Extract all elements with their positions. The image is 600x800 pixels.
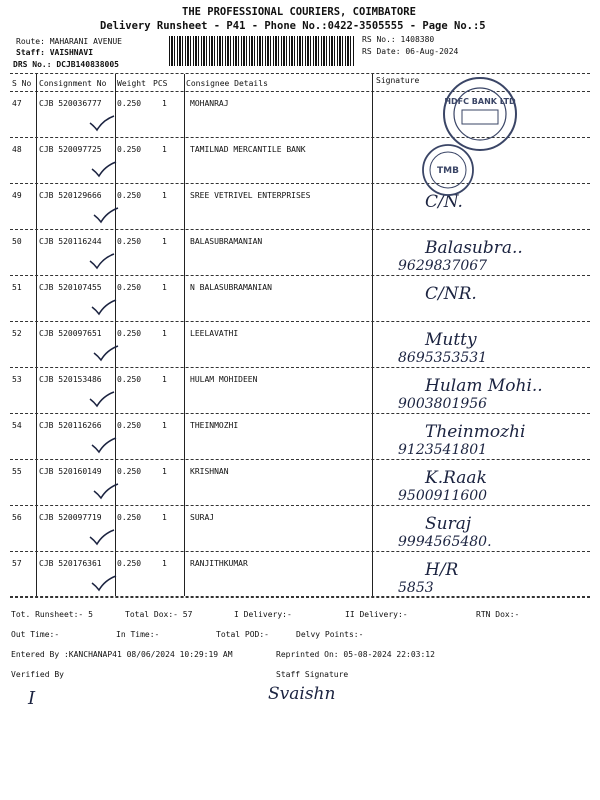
table-row — [10, 506, 590, 552]
row-pcs: 1 — [162, 467, 167, 476]
col-pcs: PCS — [153, 79, 168, 88]
row-consignment: CJB 520153486 — [39, 375, 102, 384]
table-row — [10, 460, 590, 506]
total-dox: Total Dox:- 57 — [125, 610, 193, 619]
row-pcs: 1 — [162, 559, 167, 568]
signature-phone: 9994565480. — [398, 534, 492, 550]
row-consignee: N BALASUBRAMANIAN — [190, 283, 272, 292]
row-consignment: CJB 520160149 — [39, 467, 102, 476]
row-consignment: CJB 520036777 — [39, 99, 102, 108]
row-consignment: CJB 520129666 — [39, 191, 102, 200]
row-weight: 0.250 — [117, 191, 142, 200]
staff-signature-label: Staff Signature — [276, 670, 349, 679]
row-consignee: HULAM MOHIDEEN — [190, 375, 258, 384]
checkmark-icon — [92, 482, 120, 500]
row-consignee: SREE VETRIVEL ENTERPRISES — [190, 191, 311, 200]
row-sno: 54 — [12, 421, 22, 430]
verified-by: Verified By — [11, 670, 64, 679]
row-sno: 53 — [12, 375, 22, 384]
table-row — [10, 552, 590, 598]
staff-signature-scrawl: Svaishn — [268, 684, 336, 704]
runsheet-subtitle: Delivery Runsheet - P41 - Phone No.:0422-3505555 - Page No.:5 — [100, 20, 486, 32]
row-sno: 49 — [12, 191, 22, 200]
barcode — [169, 36, 355, 66]
row-consignee: THEINMOZHI — [190, 421, 239, 430]
row-consignment: CJB 520176361 — [39, 559, 102, 568]
tot-runsheet: Tot. Runsheet:- 5 — [11, 610, 93, 619]
checkmark-icon — [88, 390, 116, 408]
col-consignee: Consignee Details — [186, 79, 268, 88]
row-weight: 0.250 — [117, 283, 142, 292]
row-sno: 52 — [12, 329, 22, 338]
row-consignment: CJB 520116266 — [39, 421, 102, 430]
row-weight: 0.250 — [117, 467, 142, 476]
out-time: Out Time:- — [11, 630, 60, 639]
signature-handwriting: Mutty — [425, 330, 477, 350]
row-sno: 47 — [12, 99, 22, 108]
checkmark-icon — [90, 298, 118, 316]
checkmark-icon — [90, 160, 118, 178]
row-pcs: 1 — [162, 145, 167, 154]
signature-phone: 8695353531 — [398, 350, 488, 366]
row-weight: 0.250 — [117, 99, 142, 108]
row-consignee: LEELAVATHI — [190, 329, 239, 338]
table-row — [10, 414, 590, 460]
signature-handwriting: H/R — [425, 560, 459, 580]
row-pcs: 1 — [162, 191, 167, 200]
table-row — [10, 368, 590, 414]
row-consignment: CJB 520107455 — [39, 283, 102, 292]
row-consignment: CJB 520097651 — [39, 329, 102, 338]
rs-date: RS Date: 06-Aug-2024 — [362, 47, 459, 56]
col-signature: Signature — [376, 76, 420, 85]
col-sno: S No — [12, 79, 32, 88]
tmb-stamp — [420, 142, 476, 198]
row-pcs: 1 — [162, 375, 167, 384]
row-sno: 48 — [12, 145, 22, 154]
table-row — [10, 230, 590, 276]
row-weight: 0.250 — [117, 329, 142, 338]
row-consignee: MOHANRAJ — [190, 99, 229, 108]
signature-phone: 5853 — [398, 580, 434, 596]
row-consignment: CJB 520116244 — [39, 237, 102, 246]
hdfc-stamp-text: HDFC BANK LTD — [444, 97, 516, 106]
row-consignee: TAMILNAD MERCANTILE BANK — [190, 145, 306, 154]
signature-phone: 9500911600 — [398, 488, 488, 504]
signature-handwriting: K.Raak — [425, 468, 487, 488]
signature-handwriting: Suraj — [425, 514, 472, 534]
row-divider — [10, 597, 590, 598]
row-sno: 57 — [12, 559, 22, 568]
verified-mark: I — [28, 688, 36, 709]
row-weight: 0.250 — [117, 421, 142, 430]
ii-delivery: II Delivery:- — [345, 610, 408, 619]
row-sno: 51 — [12, 283, 22, 292]
checkmark-icon — [90, 574, 118, 592]
footer-rule — [10, 596, 590, 597]
signature-handwriting: Balasubra.. — [425, 238, 523, 258]
row-weight: 0.250 — [117, 145, 142, 154]
row-weight: 0.250 — [117, 559, 142, 568]
tmb-stamp-text: TMB — [437, 166, 459, 176]
checkmark-icon — [90, 436, 118, 454]
col-consignment: Consignment No — [39, 79, 107, 88]
row-consignee: KRISHNAN — [190, 467, 229, 476]
row-sno: 56 — [12, 513, 22, 522]
total-pod: Total POD:- — [216, 630, 269, 639]
i-delivery: I Delivery:- — [234, 610, 292, 619]
row-consignee: BALASUBRAMANIAN — [190, 237, 263, 246]
delvy-points: Delvy Points:- — [296, 630, 364, 639]
table-row — [10, 184, 590, 230]
row-pcs: 1 — [162, 237, 167, 246]
signature-handwriting: C/NR. — [425, 284, 477, 304]
reprinted-on: Reprinted On: 05-08-2024 22:03:12 — [276, 650, 435, 659]
row-consignee: RANJITHKUMAR — [190, 559, 248, 568]
row-consignment: CJB 520097725 — [39, 145, 102, 154]
in-time: In Time:- — [116, 630, 160, 639]
checkmark-icon — [88, 252, 116, 270]
signature-handwriting: Theinmozhi — [425, 422, 526, 442]
row-weight: 0.250 — [117, 375, 142, 384]
row-weight: 0.250 — [117, 237, 142, 246]
entered-by: Entered By :KANCHANAP41 08/06/2024 10:29:19 AM — [11, 650, 233, 659]
row-pcs: 1 — [162, 513, 167, 522]
signature-handwriting: Hulam Mohi.. — [425, 376, 543, 396]
staff-label: Staff: VAISHNAVI — [16, 48, 94, 57]
row-sno: 50 — [12, 237, 22, 246]
table-row — [10, 322, 590, 368]
checkmark-icon — [88, 528, 116, 546]
rtn-dox: RTN Dox:- — [476, 610, 520, 619]
rs-number: RS No.: 1408380 — [362, 35, 435, 44]
table-row — [10, 276, 590, 322]
company-title: THE PROFESSIONAL COURIERS, COIMBATORE — [182, 6, 416, 18]
row-pcs: 1 — [162, 99, 167, 108]
row-pcs: 1 — [162, 329, 167, 338]
col-weight: Weight — [117, 79, 146, 88]
signature-phone: 9629837067 — [398, 258, 488, 274]
row-weight: 0.250 — [117, 513, 142, 522]
checkmark-icon — [88, 114, 116, 132]
row-pcs: 1 — [162, 421, 167, 430]
signature-phone: 9123541801 — [398, 442, 488, 458]
checkmark-icon — [92, 206, 120, 224]
row-consignee: SURAJ — [190, 513, 215, 522]
signature-phone: 9003801956 — [398, 396, 488, 412]
row-sno: 55 — [12, 467, 22, 476]
row-consignment: CJB 520097719 — [39, 513, 102, 522]
checkmark-icon — [92, 344, 120, 362]
row-pcs: 1 — [162, 283, 167, 292]
route-label: Route: MAHARANI AVENUE — [16, 37, 122, 46]
drs-number: DRS No.: DCJB140838005 — [13, 60, 119, 69]
signature-handwriting: C/N. — [425, 192, 463, 212]
